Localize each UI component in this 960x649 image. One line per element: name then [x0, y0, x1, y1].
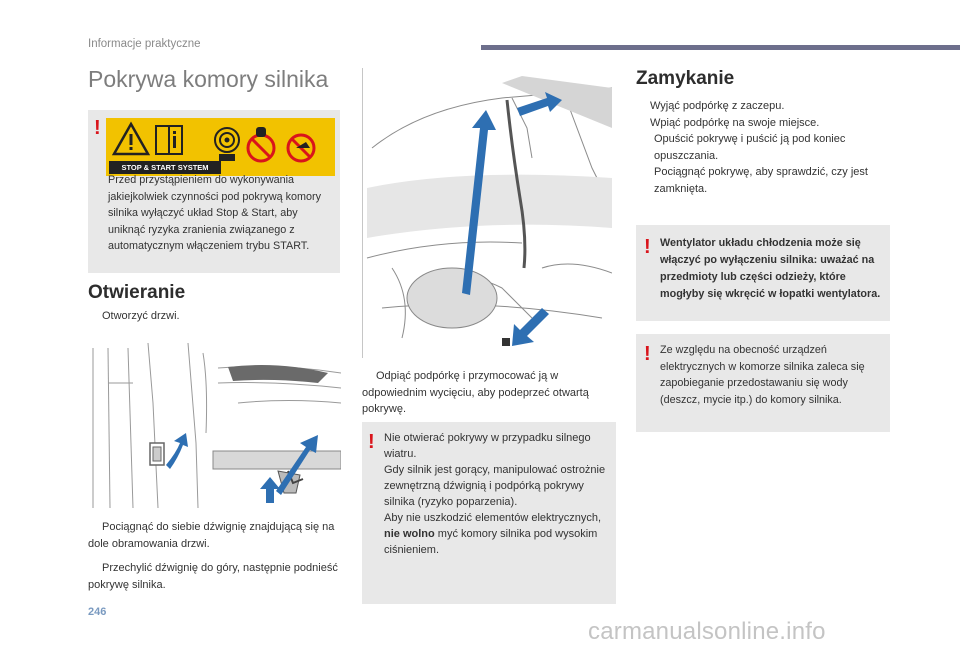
closing-heading: Zamykanie [636, 68, 735, 89]
header-bar [481, 45, 960, 50]
fan-spiral-icon [215, 128, 239, 161]
closing-step-4: Pociągnąć pokrywę, aby sprawdzić, czy jest zamknięta. [654, 166, 868, 195]
water-warning-box [636, 334, 890, 432]
no-hand-icon [248, 127, 274, 161]
closing-steps [636, 98, 891, 197]
page-number: 246 [88, 606, 107, 618]
wind-warning-text [384, 430, 612, 558]
opening-step-3: Przechylić dźwignię do góry, następnie podnieść pokrywę silnika. [88, 562, 338, 591]
wind-warning-line-3: Aby nie uszkodzić elementów elektrycznych, nie wolno myć komory silnika pod wysokim ciśnieniem. [384, 512, 602, 556]
fan-warning-text: Wentylator układu chłodzenia może się włączyć po wyłączeniu silnika: uważać na przedmioty lub części odzieży, które mogłyby się wkręcić w łopatki wentylatora. [660, 237, 881, 300]
hood-prop-illustration [362, 68, 612, 358]
closing-step-2: Wpiąć podpórkę na swoje miejsce. [650, 116, 820, 129]
warning-exclamation-icon: ! [644, 236, 651, 258]
opening-step-1: Otworzyć drzwi. [102, 310, 180, 322]
wind-warning-line-1: Nie otwierać pokrywy w przypadku silnego wiatru. [384, 432, 591, 460]
no-tie-icon [288, 135, 314, 161]
manual-book-icon [156, 126, 182, 154]
warning-exclamation-icon: ! [368, 431, 375, 453]
water-warning-text: Ze względu na obecność urządzeń elektrycznych w komorze silnika zaleca się zapobieganie przedostawaniu się wody (deszcz, mycie itp.) do komory silnika. [660, 344, 865, 406]
stop-start-warning-box [88, 110, 340, 273]
wind-warning-box [362, 422, 616, 604]
opening-step-4: Odpiąć podpórkę i przymocować ją w odpowiednim wycięciu, aby podeprzeć otwartą pokrywę. [362, 370, 589, 415]
warning-triangle-icon [114, 124, 148, 154]
section-header: Informacje praktyczne [88, 38, 201, 50]
page-title: Pokrywa komory silnika [88, 66, 329, 92]
opening-heading: Otwieranie [88, 282, 186, 303]
closing-step-3: Opuścić pokrywę i puścić ją pod koniec opuszczania. [654, 133, 846, 162]
stop-start-label: STOP & START SYSTEM [121, 163, 209, 172]
warning-exclamation-icon: ! [644, 343, 651, 365]
fan-warning-box [636, 225, 890, 321]
stop-start-warning-text: Przed przystąpieniem do wykonywania jakiejkolwiek czynności pod pokrywą komory silnika wyłączyć układ Stop & Start, aby uniknąć ryzyka zranienia związanego z automatycznym włączeniem trybu START. [108, 174, 322, 252]
wind-warning-line-2: Gdy silnik jest gorący, manipulować ostrożnie zewnętrzną dźwignią i podpórką pokrywy silnika (ryzyko poparzenia). [384, 464, 606, 508]
watermark: carmanualsonline.info [588, 618, 826, 645]
closing-step-1: Wyjąć podpórkę z zaczepu. [650, 100, 785, 112]
opening-step-2: Pociągnąć do siebie dźwignię znajdującą się na dole obramowania drzwi. [88, 521, 335, 550]
warning-exclamation-icon: ! [94, 117, 101, 139]
warning-pictogram-strip [106, 118, 335, 176]
hood-lever-illustration [88, 343, 341, 513]
